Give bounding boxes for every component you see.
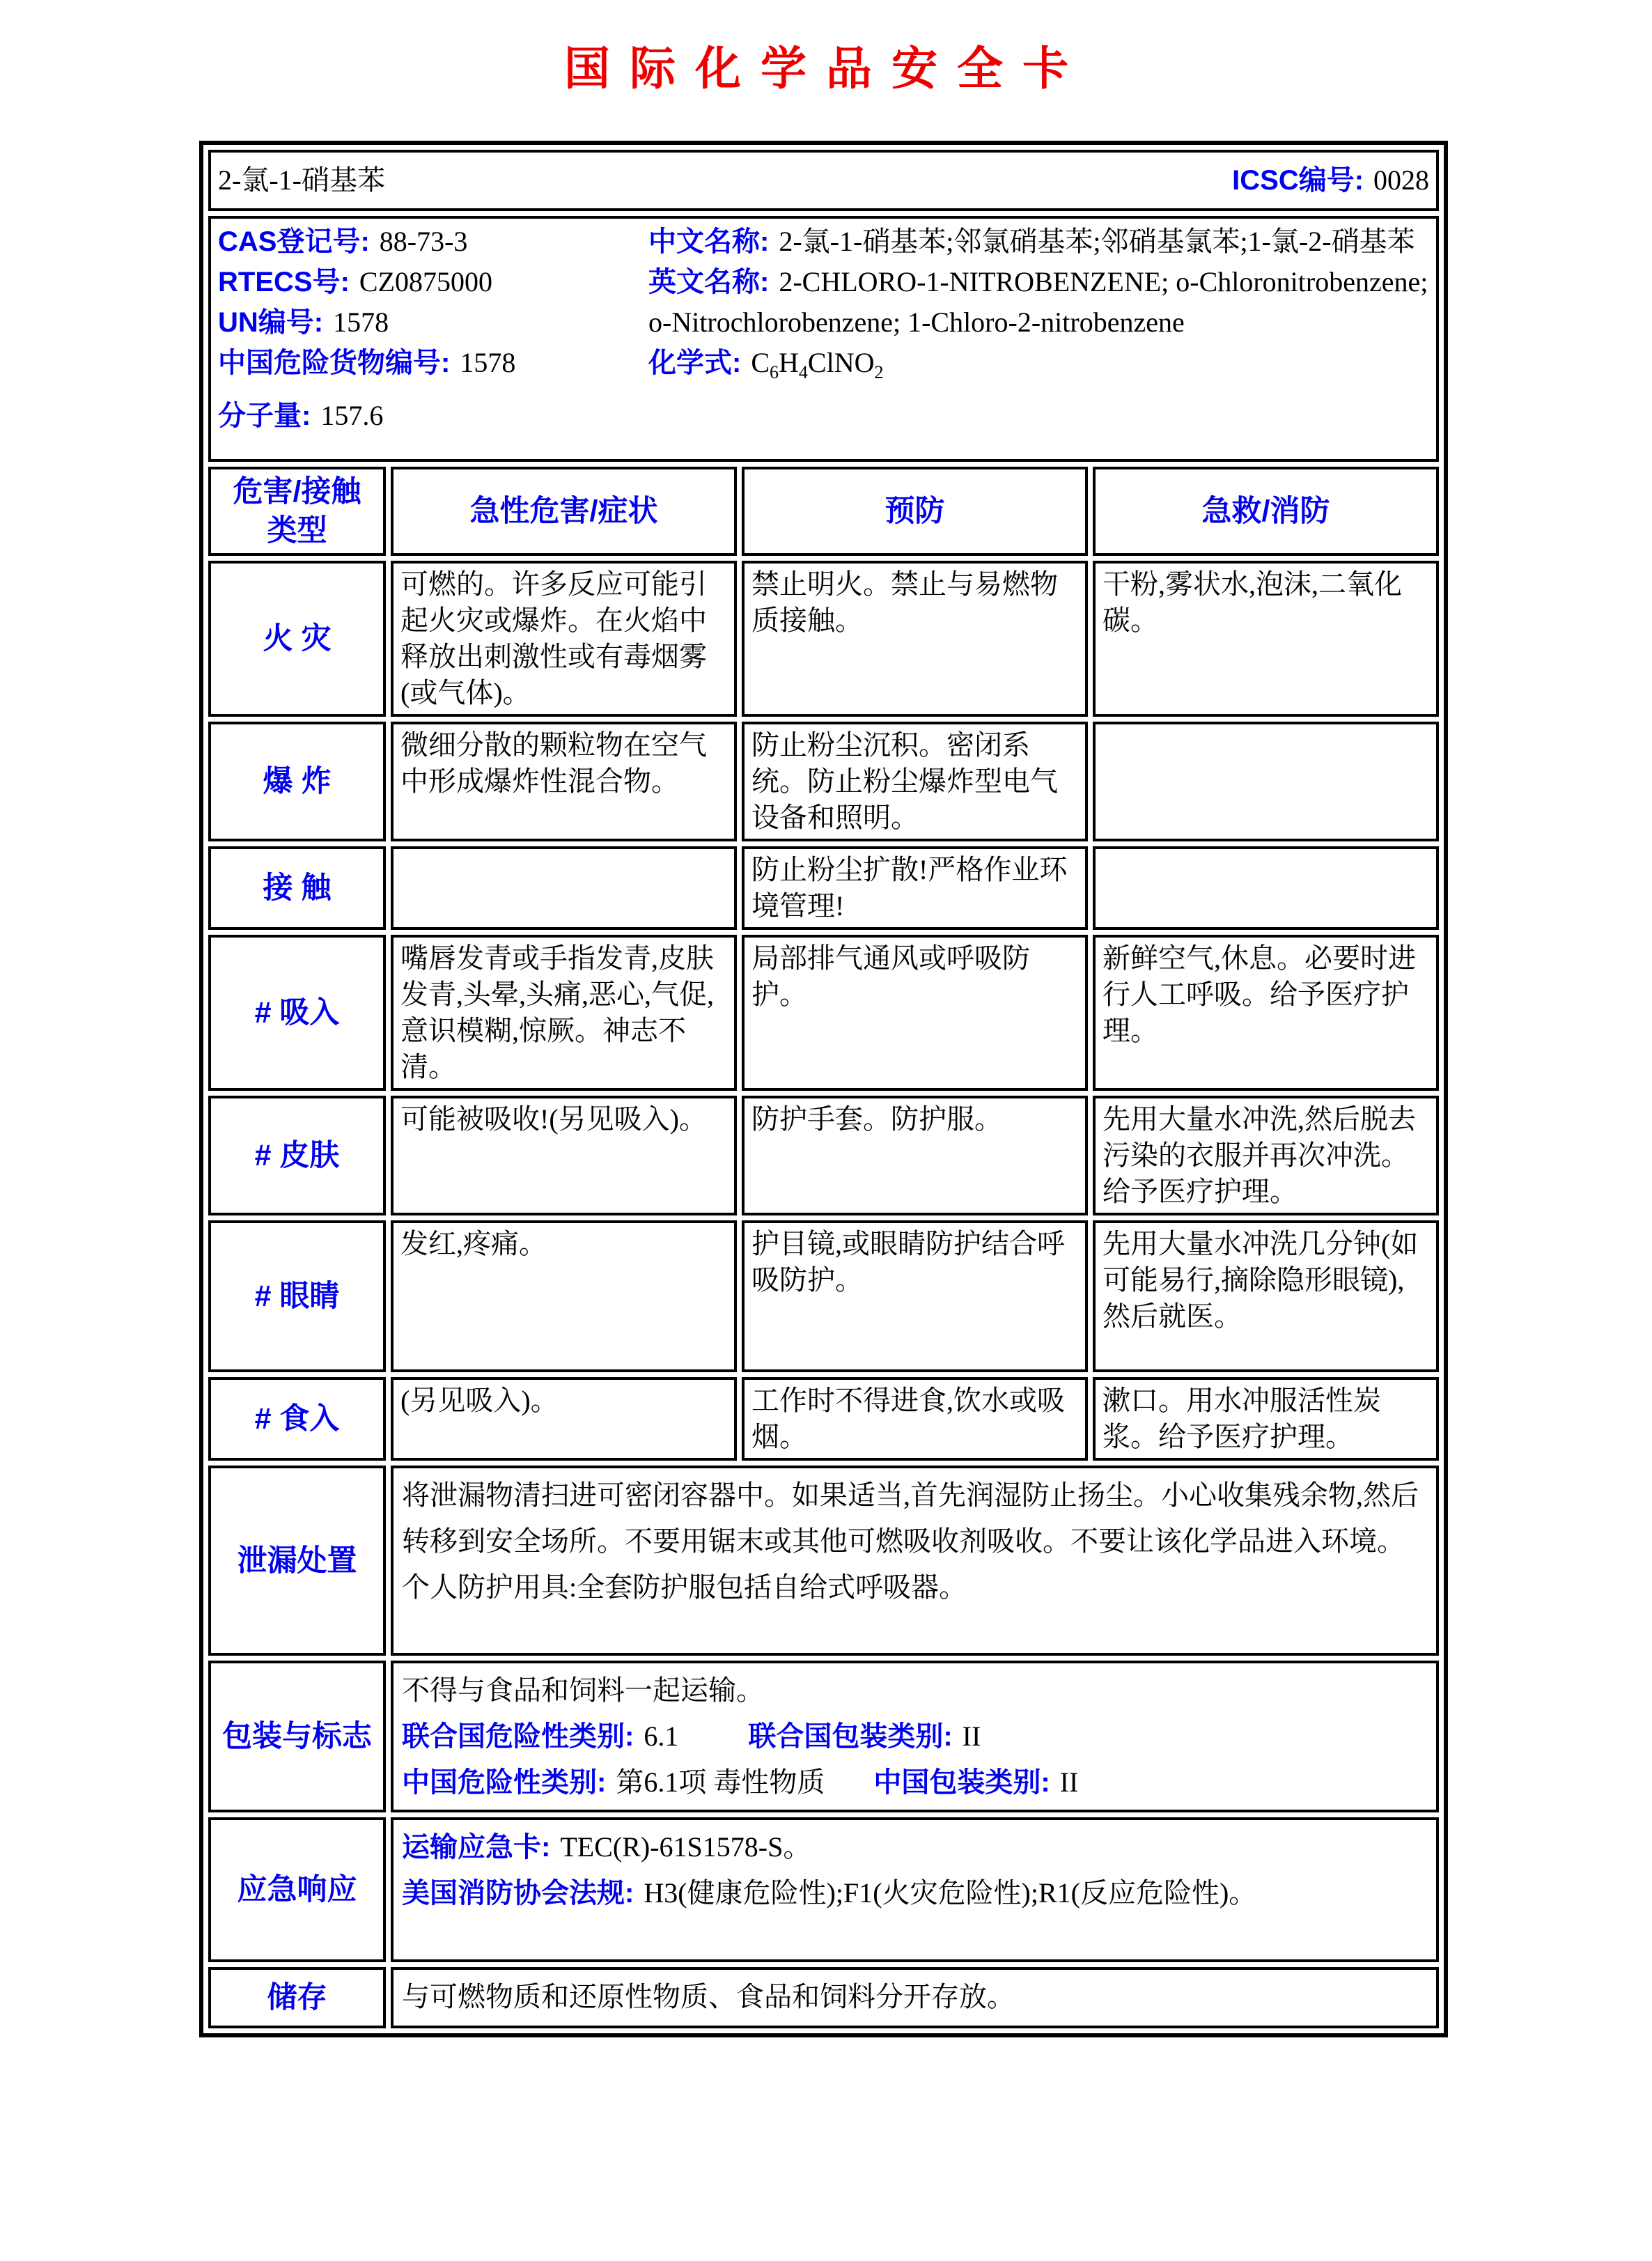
fire-firstaid: 干粉,雾状水,泡沫,二氧化碳。 (1093, 561, 1439, 717)
emergency-response-content (391, 1817, 1439, 1962)
header-first-aid: 急救/消防 (1093, 467, 1439, 556)
hazard-row-fire (208, 561, 1439, 717)
china-dg-number-label: 中国危险货物编号: (218, 348, 451, 378)
chinese-name-label: 中文名称: (648, 226, 770, 257)
china-dg-number-line (218, 343, 648, 383)
packaging-label: 包装与标志 (208, 1661, 386, 1812)
formula-label: 化学式: (648, 348, 742, 378)
exposure-symptoms (391, 846, 737, 930)
icsc-card-table (199, 141, 1448, 2037)
icsc-number (1232, 162, 1429, 199)
inhalation-prevention: 局部排气通风或呼吸防护。 (742, 935, 1088, 1091)
transport-emergency-card-line (402, 1824, 1428, 1870)
rtecs-number-value: CZ0875000 (359, 266, 493, 297)
rtecs-number-line (218, 262, 648, 302)
eyes-prevention: 护目镜,或眼睛防护结合呼吸防护。 (742, 1220, 1088, 1372)
un-hazard-class-value: 6.1 (644, 1720, 679, 1752)
chemical-name: 2-氯-1-硝基苯 (218, 164, 385, 196)
ingestion-prevention: 工作时不得进食,饮水或吸烟。 (742, 1377, 1088, 1461)
exposure-type-label: 接 触 (208, 846, 386, 930)
hazard-row-ingestion (208, 1377, 1439, 1461)
emergency-response-row (208, 1817, 1439, 1962)
emergency-response-label: 应急响应 (208, 1817, 386, 1962)
exposure-firstaid (1093, 846, 1439, 930)
english-name-label: 英文名称: (648, 267, 770, 297)
explosion-firstaid (1093, 722, 1439, 841)
eyes-symptoms: 发红,疼痛。 (391, 1220, 737, 1372)
english-name-value: 2-CHLORO-1-NITROBENZENE; o-Chloronitrobenzene; o-Nitrochlorobenzene; 1-Chloro-2-nitrobenzene (648, 266, 1428, 338)
cn-hazard-class-label: 中国危险性类别: (402, 1767, 607, 1798)
packaging-row (208, 1661, 1439, 1812)
name-cell (208, 150, 1439, 211)
identification-right-column (648, 222, 1429, 436)
inhalation-firstaid: 新鲜空气,休息。必要时进行人工呼吸。给予医疗护理。 (1093, 935, 1439, 1091)
spill-disposal-row (208, 1466, 1439, 1656)
english-name-line (648, 262, 1429, 343)
icsc-number-value: 0028 (1373, 164, 1430, 196)
eyes-type-label: # 眼睛 (208, 1220, 386, 1372)
identification-row (208, 216, 1439, 462)
cas-number-line (218, 222, 648, 262)
ingestion-symptoms: (另见吸入)。 (391, 1377, 737, 1461)
page-title: 国际化学品安全卡 (564, 42, 1088, 94)
hazard-header-row (208, 467, 1439, 556)
fire-prevention: 禁止明火。禁止与易燃物质接触。 (742, 561, 1088, 717)
hazard-row-inhalation (208, 935, 1439, 1091)
icsc-number-label: ICSC编号: (1232, 165, 1364, 196)
spill-disposal-text: 将泄漏物清扫进可密闭容器中。如果适当,首先润湿防止扬尘。小心收集残余物,然后转移到安全场所。不要用锯末或其他可燃吸收剂吸收。不要让该化学品进入环境。个人防护用具:全套防护服包括自给式呼吸器。 (391, 1466, 1439, 1656)
rtecs-number-label: RTECS号: (218, 267, 350, 297)
inhalation-symptoms: 嘴唇发青或手指发青,皮肤发青,头晕,头痛,恶心,气促,意识模糊,惊厥。神志不清。 (391, 935, 737, 1091)
eyes-firstaid: 先用大量水冲洗几分钟(如可能易行,摘除隐形眼镜),然后就医。 (1093, 1220, 1439, 1372)
hazard-row-skin (208, 1096, 1439, 1215)
un-number-value: 1578 (333, 306, 389, 338)
un-number-label: UN编号: (218, 307, 324, 338)
skin-firstaid: 先用大量水冲洗,然后脱去污染的衣服并再次冲洗。给予医疗护理。 (1093, 1096, 1439, 1215)
identification-cell (208, 216, 1439, 462)
identification-left-column (218, 222, 648, 436)
header-prevention: 预防 (742, 467, 1088, 556)
storage-label: 储存 (208, 1967, 386, 2028)
molecular-weight-line (218, 396, 648, 436)
exposure-prevention: 防止粉尘扩散!严格作业环境管理! (742, 846, 1088, 930)
nfpa-code-value: H3(健康危险性);F1(火灾危险性);R1(反应危险性)。 (644, 1877, 1257, 1909)
cn-classification-line (402, 1759, 1428, 1805)
china-dg-number-value: 1578 (460, 347, 516, 378)
chinese-name-value: 2-氯-1-硝基苯;邻氯硝基苯;邻硝基氯苯;1-氯-2-硝基苯 (779, 226, 1415, 257)
hazard-row-eyes (208, 1220, 1439, 1372)
fire-type-label: 火 灾 (208, 561, 386, 717)
cas-number-value: 88-73-3 (379, 226, 468, 257)
ingestion-firstaid: 漱口。用水冲服活性炭浆。给予医疗护理。 (1093, 1377, 1439, 1461)
cn-pack-group-value: II (1059, 1766, 1079, 1798)
inhalation-type-label: # 吸入 (208, 935, 386, 1091)
hazard-row-exposure (208, 846, 1439, 930)
formula-line (648, 343, 1429, 393)
skin-type-label: # 皮肤 (208, 1096, 386, 1215)
storage-text: 与可燃物质和还原性物质、食品和饲料分开存放。 (391, 1967, 1439, 2028)
transport-emergency-card-value: TEC(R)-61S1578-S。 (560, 1831, 811, 1863)
nfpa-code-line (402, 1870, 1428, 1916)
header-hazard-type: 危害/接触 类型 (208, 467, 386, 556)
nfpa-code-label: 美国消防协会法规: (402, 1878, 634, 1909)
name-row (208, 150, 1439, 211)
hazard-row-explosion (208, 722, 1439, 841)
molecular-weight-label: 分子量: (218, 401, 311, 431)
spill-disposal-label: 泄漏处置 (208, 1466, 386, 1656)
un-classification-line (402, 1714, 1428, 1759)
header-acute-hazards: 急性危害/症状 (391, 467, 737, 556)
cn-pack-group-label: 中国包装类别: (873, 1767, 1050, 1798)
skin-symptoms: 可能被吸收!(另见吸入)。 (391, 1096, 737, 1215)
formula-value: $C_6H_4ClNO_2$ (751, 347, 884, 382)
skin-prevention: 防护手套。防护服。 (742, 1096, 1088, 1215)
ingestion-type-label: # 食入 (208, 1377, 386, 1461)
un-pack-group-value: II (962, 1720, 981, 1752)
chinese-name-line (648, 222, 1429, 262)
fire-symptoms: 可燃的。许多反应可能引起火灾或爆炸。在火焰中释放出刺激性或有毒烟雾(或气体)。 (391, 561, 737, 717)
un-pack-group-label: 联合国包装类别: (748, 1721, 953, 1752)
storage-row (208, 1967, 1439, 2028)
cas-number-label: CAS登记号: (218, 226, 370, 257)
explosion-type-label: 爆 炸 (208, 722, 386, 841)
un-hazard-class-label: 联合国危险性类别: (402, 1721, 634, 1752)
explosion-prevention: 防止粉尘沉积。密闭系统。防止粉尘爆炸型电气设备和照明。 (742, 722, 1088, 841)
packaging-content (391, 1661, 1439, 1812)
explosion-symptoms: 微细分散的颗粒物在空气中形成爆炸性混合物。 (391, 722, 737, 841)
cn-hazard-class-value: 第6.1项 毒性物质 (616, 1766, 825, 1798)
transport-emergency-card-label: 运输应急卡: (402, 1832, 551, 1863)
packaging-transport-note: 不得与食品和饲料一起运输。 (402, 1675, 764, 1706)
molecular-weight-value: 157.6 (320, 400, 384, 431)
un-number-line (218, 302, 648, 343)
